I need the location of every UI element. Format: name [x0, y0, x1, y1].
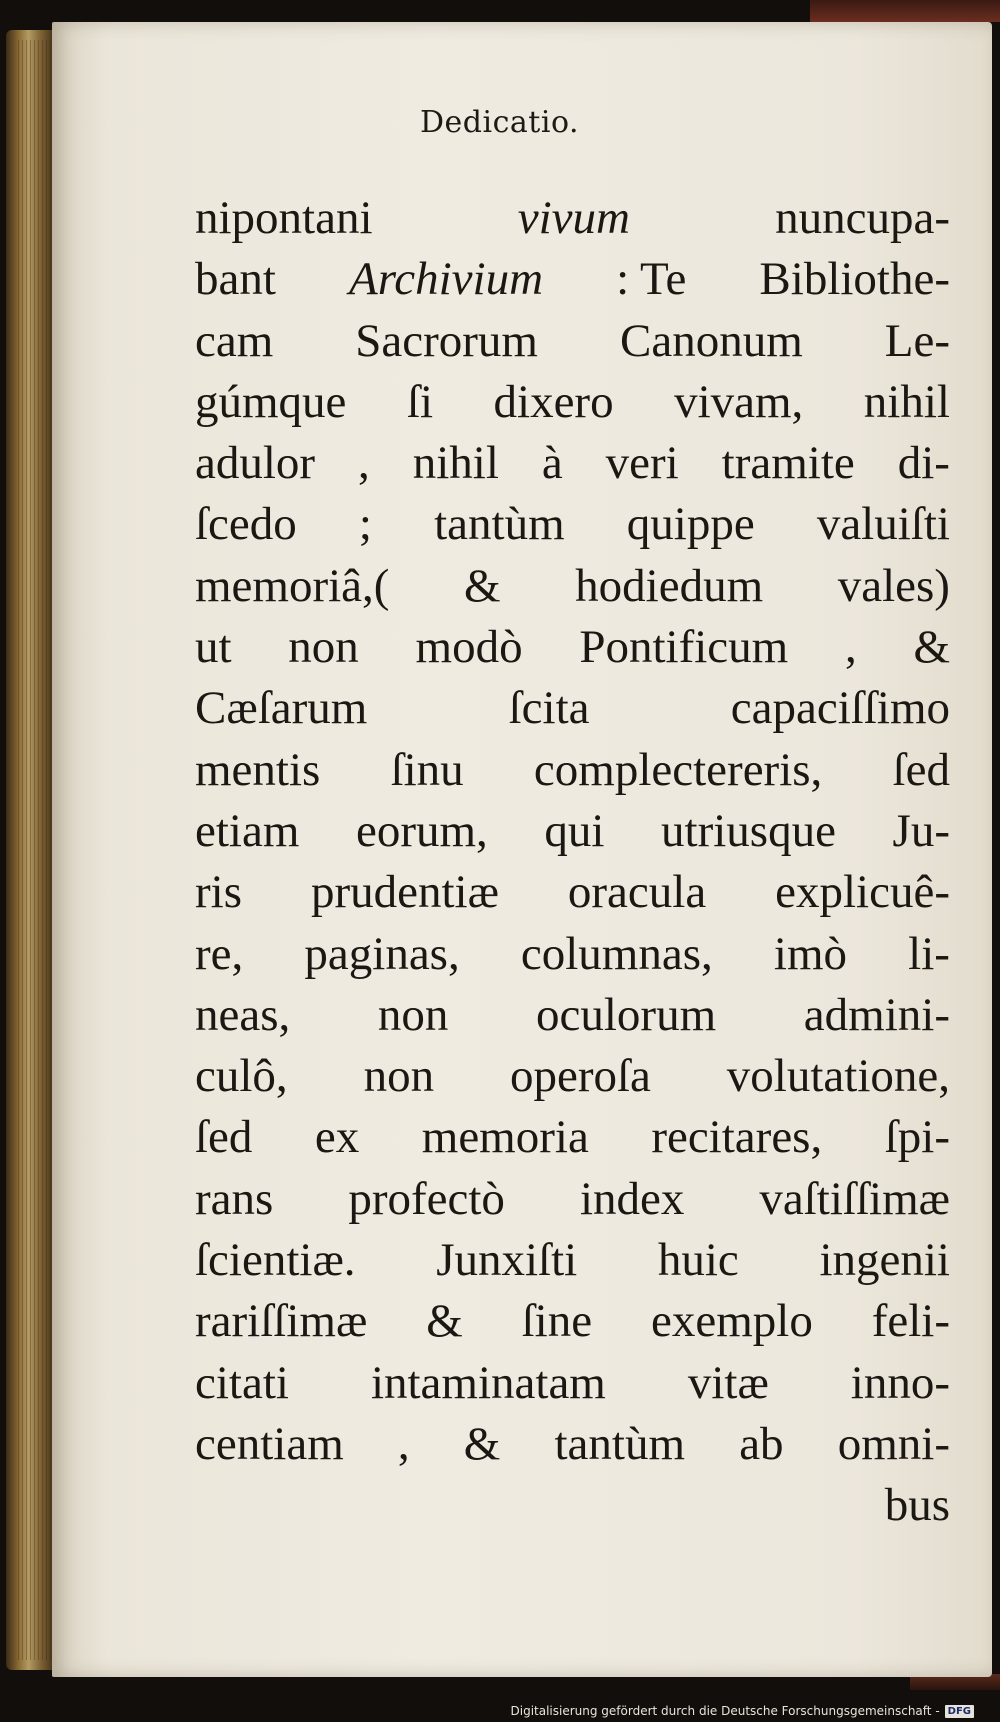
word: modò	[415, 621, 523, 674]
text-line	[195, 311, 950, 372]
word: &	[464, 559, 501, 612]
word: utriusque	[661, 804, 836, 857]
word: eorum,	[355, 804, 488, 857]
credit-text: Digitalisierung gefördert durch die Deutsche Forschungsgemeinschaft -	[510, 1704, 940, 1718]
word: centiam	[195, 1417, 344, 1470]
word: profectò	[348, 1172, 505, 1225]
word: ſpi-	[884, 1111, 950, 1164]
word: explicuê-	[775, 866, 950, 919]
word: prudentiæ	[310, 866, 499, 919]
word: gúmque	[195, 375, 347, 428]
word: Sacrorum	[355, 314, 538, 367]
body-text	[195, 188, 950, 1537]
word: nihil	[412, 437, 499, 490]
text-line	[195, 617, 950, 678]
word: ſed	[892, 743, 950, 796]
text-line	[195, 1475, 950, 1536]
word: tramite	[721, 437, 855, 490]
text-line	[195, 1046, 950, 1107]
word: tantùm	[434, 498, 565, 551]
word: memoriâ,(	[195, 559, 390, 612]
word: mentis	[195, 743, 321, 796]
word: recitares,	[651, 1111, 823, 1164]
word: paginas,	[304, 927, 460, 980]
word: valuiſti	[816, 498, 950, 551]
word: ſi	[406, 375, 434, 428]
word: Le-	[884, 314, 950, 367]
word: operoſa	[509, 1050, 651, 1103]
word: non	[288, 621, 359, 674]
word: bant	[195, 253, 276, 306]
text-line	[195, 1353, 950, 1414]
word: ſcita	[508, 682, 590, 735]
text-line	[195, 678, 950, 739]
word: : Te	[616, 253, 687, 306]
word: rariſſimæ	[195, 1295, 368, 1348]
text-line	[195, 556, 950, 617]
word: omni-	[837, 1417, 950, 1470]
word: admini-	[803, 988, 950, 1041]
word: bus	[884, 1479, 950, 1532]
word: memoria	[421, 1111, 589, 1164]
word: Canonum	[619, 314, 803, 367]
word: Junxiſti	[436, 1234, 578, 1287]
word: non	[363, 1050, 435, 1103]
word: ,	[397, 1417, 410, 1470]
word: oculorum	[536, 988, 717, 1041]
text-line	[195, 1107, 950, 1168]
word: à	[541, 437, 563, 490]
word: ris	[195, 866, 242, 919]
binding-strip-top	[810, 0, 1000, 22]
word: index	[579, 1172, 685, 1225]
dfg-logo: DFG	[945, 1705, 974, 1718]
word: adulor	[195, 437, 316, 490]
word: inno-	[850, 1356, 950, 1409]
word: ſcientiæ.	[195, 1234, 356, 1287]
text-line	[195, 924, 950, 985]
word: di-	[897, 437, 950, 490]
word: rans	[195, 1172, 274, 1225]
word: li-	[908, 927, 950, 980]
word: vales)	[837, 559, 950, 612]
text-line	[195, 801, 950, 862]
word: ,	[358, 437, 370, 490]
word: hodiedum	[575, 559, 764, 612]
word: ;	[358, 498, 372, 551]
word: ſinu	[390, 743, 464, 796]
word: ſed	[195, 1111, 253, 1164]
word: &	[913, 621, 950, 674]
word: Archivium	[348, 253, 544, 306]
word: columnas,	[520, 927, 713, 980]
word: neas,	[195, 988, 291, 1041]
word: vitæ	[687, 1356, 769, 1409]
word: ab	[739, 1417, 784, 1470]
word: vivam,	[674, 375, 804, 428]
word: veri	[605, 437, 679, 490]
word: tantùm	[554, 1417, 686, 1470]
word: oracula	[567, 866, 707, 919]
text-line	[195, 188, 950, 249]
text-line	[195, 494, 950, 555]
word: Pontificum	[579, 621, 789, 674]
text-line	[195, 1230, 950, 1291]
text-line	[195, 1291, 950, 1352]
word: &	[426, 1295, 463, 1348]
text-line	[195, 862, 950, 923]
word: volutatione,	[726, 1050, 950, 1103]
word: cam	[195, 314, 274, 367]
word: dixero	[493, 375, 614, 428]
text-line	[195, 372, 950, 433]
text-line	[195, 433, 950, 494]
word: non	[377, 988, 449, 1041]
word: exemplo	[650, 1295, 813, 1348]
word: intaminatam	[370, 1356, 606, 1409]
word: huic	[657, 1234, 739, 1287]
word: complectereris,	[533, 743, 823, 796]
word: etiam	[195, 804, 300, 857]
word: feli-	[871, 1295, 950, 1348]
word: ſine	[521, 1295, 593, 1348]
word: ut	[195, 621, 232, 674]
word: ,	[844, 621, 857, 674]
text-line	[195, 1169, 950, 1230]
word: citati	[195, 1356, 289, 1409]
word: nipontani	[195, 192, 373, 244]
word: re,	[195, 927, 244, 980]
text-line	[195, 740, 950, 801]
word: quippe	[626, 498, 755, 551]
word: nuncupa-	[775, 192, 950, 244]
word: Bibliothe-	[759, 253, 950, 306]
word: &	[463, 1417, 501, 1470]
word: imò	[773, 927, 848, 980]
word: vaſtiſſimæ	[759, 1172, 950, 1225]
word: Ju-	[892, 804, 950, 857]
word: ſcedo	[195, 498, 297, 551]
word: qui	[544, 804, 605, 857]
page-edge-texture	[18, 40, 52, 1660]
word: ingenii	[819, 1234, 950, 1287]
running-head: Dedicatio.	[420, 105, 580, 140]
text-line	[195, 985, 950, 1046]
word: vivum	[517, 192, 630, 244]
word: Cæſarum	[195, 682, 368, 735]
text-line	[195, 1414, 950, 1475]
word: culô,	[195, 1050, 288, 1103]
word: nihil	[863, 375, 950, 428]
word: ex	[314, 1111, 360, 1164]
word: capaciſſimo	[730, 682, 950, 735]
digitization-credit	[511, 1704, 975, 1718]
text-line	[195, 249, 950, 310]
